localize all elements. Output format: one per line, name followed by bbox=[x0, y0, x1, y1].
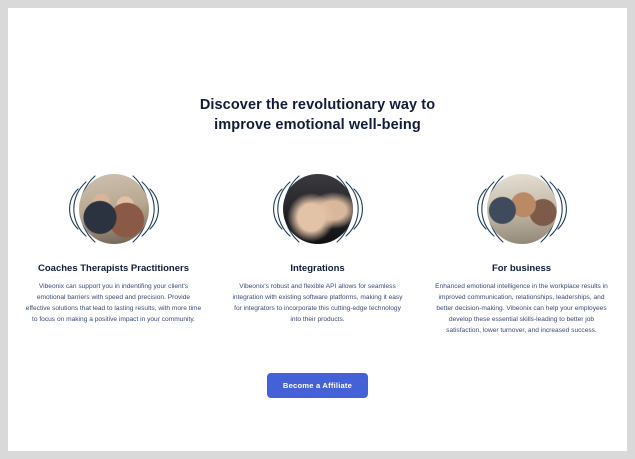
feature-title-1: Coaches Therapists Practitioners bbox=[38, 263, 189, 275]
feature-body-3: Enhanced emotional intelligence in the workplace results in improved communication, relationships, leaderships, and better decision-making. Vibeonix can help your employees develop these essential skills-leading to better job satisfaction, lower turnover, and increased success. bbox=[435, 283, 608, 334]
feature-column-integrations bbox=[224, 163, 412, 332]
photo-image-2 bbox=[283, 174, 353, 244]
page-title bbox=[108, 96, 528, 135]
photo-image-1 bbox=[79, 174, 149, 244]
page-title-line-2: improve emotional well-being bbox=[214, 116, 421, 133]
feature-photo-1 bbox=[79, 174, 149, 244]
page-title-line-1: Discover the revolutionary way to bbox=[199, 97, 436, 113]
feature-illustration-2 bbox=[224, 163, 412, 255]
feature-body-2: Vibeonix's robust and flexible API allows for seamless integration with existing software platforms, making it easy for integrators to incorporate this cutting-edge technology into their products. bbox=[232, 283, 403, 323]
feature-illustration-1 bbox=[20, 163, 208, 255]
feature-title-3: For business bbox=[491, 263, 552, 275]
feature-illustration-3 bbox=[428, 163, 616, 255]
feature-title-2: Integrations bbox=[290, 263, 345, 275]
feature-columns bbox=[8, 163, 627, 343]
feature-column-business bbox=[428, 163, 616, 343]
feature-photo-3 bbox=[487, 174, 557, 244]
photo-image-3 bbox=[487, 174, 557, 244]
page-canvas bbox=[8, 8, 627, 451]
feature-column-coaches bbox=[20, 163, 208, 332]
become-affiliate-button[interactable]: Become a Affiliate bbox=[267, 373, 368, 398]
feature-body-1: Vibeonix can support you in indentifing your client's emotional barriers with speed and precision. Provide effective solutions that lead to lasting results, with more time to focus on making a positive impact in your community. bbox=[25, 283, 202, 323]
cta-container bbox=[8, 373, 627, 398]
feature-photo-2 bbox=[283, 174, 353, 244]
